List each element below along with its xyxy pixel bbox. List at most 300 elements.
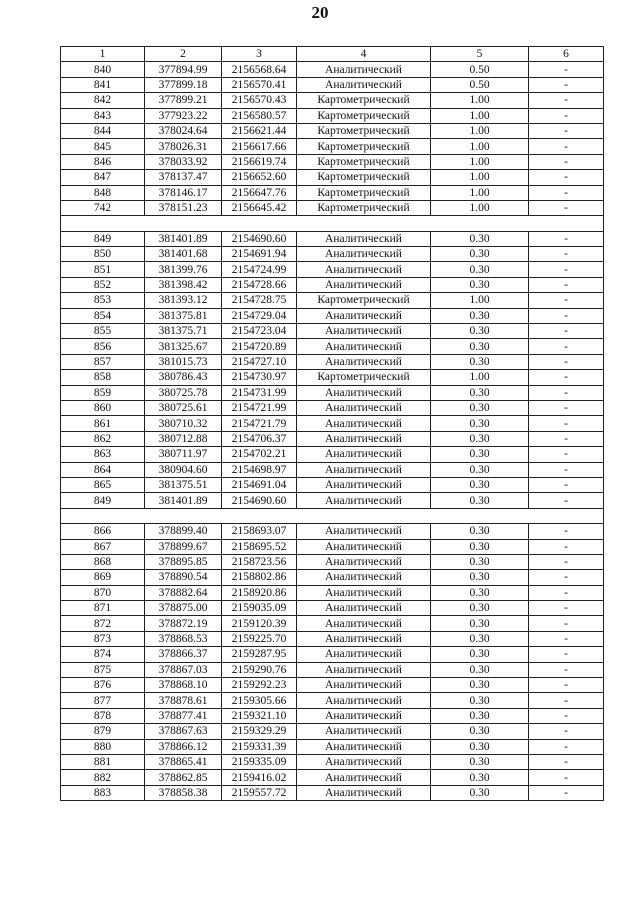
table-cell: 381401.89 [145, 231, 222, 246]
table-cell: 378137.47 [145, 170, 222, 185]
table-cell: - [529, 370, 604, 385]
column-header: 3 [222, 47, 297, 62]
table-row [61, 647, 604, 662]
table-cell: Аналитический [297, 247, 431, 262]
table-cell: 1.00 [431, 139, 529, 154]
table-cell: 0.30 [431, 416, 529, 431]
table-cell: 380712.88 [145, 431, 222, 446]
table-cell: 2156621.44 [222, 123, 297, 138]
table-cell: 861 [61, 416, 145, 431]
table-row [61, 277, 604, 292]
table-row [61, 693, 604, 708]
table-cell: 883 [61, 785, 145, 800]
table-cell: 2154721.79 [222, 416, 297, 431]
table-cell: 2159331.39 [222, 739, 297, 754]
table-cell: 2158695.52 [222, 539, 297, 554]
table-cell: 880 [61, 739, 145, 754]
table-cell: Аналитический [297, 62, 431, 77]
table-cell: 2154723.04 [222, 324, 297, 339]
table-cell: 0.30 [431, 400, 529, 415]
table-cell: - [529, 339, 604, 354]
table-cell: 2154728.66 [222, 277, 297, 292]
table-cell: 2159557.72 [222, 785, 297, 800]
table-cell: 2154728.75 [222, 293, 297, 308]
table-cell: 2158693.07 [222, 524, 297, 539]
table-cell: 2156570.43 [222, 93, 297, 108]
table-cell: Аналитический [297, 678, 431, 693]
table-row [61, 339, 604, 354]
table-cell: - [529, 324, 604, 339]
table-cell: 2159329.29 [222, 724, 297, 739]
table-cell: 2159225.70 [222, 631, 297, 646]
table-cell: - [529, 678, 604, 693]
table-cell: 1.00 [431, 123, 529, 138]
coordinates-table [60, 46, 604, 801]
column-header: 6 [529, 47, 604, 62]
page-number: 20 [311, 3, 329, 22]
table-cell: 378867.03 [145, 662, 222, 677]
table-cell: - [529, 123, 604, 138]
table-cell: - [529, 662, 604, 677]
table-cell: 2159321.10 [222, 708, 297, 723]
table-cell: 2158920.86 [222, 585, 297, 600]
table-cell: - [529, 447, 604, 462]
table-cell: Аналитический [297, 585, 431, 600]
table-row [61, 139, 604, 154]
table-cell: 2154698.97 [222, 462, 297, 477]
table-cell: 849 [61, 231, 145, 246]
table-cell: 377923.22 [145, 108, 222, 123]
table-cell: 380711.97 [145, 447, 222, 462]
table-cell: Аналитический [297, 277, 431, 292]
table-cell: 0.30 [431, 277, 529, 292]
table-cell: - [529, 570, 604, 585]
table-separator-row [61, 216, 604, 231]
table-cell: 852 [61, 277, 145, 292]
table-cell: 858 [61, 370, 145, 385]
table-cell: Аналитический [297, 754, 431, 769]
table-cell: Аналитический [297, 662, 431, 677]
table-cell: 850 [61, 247, 145, 262]
table-cell: Аналитический [297, 462, 431, 477]
table-row [61, 678, 604, 693]
table-cell: - [529, 247, 604, 262]
table-row [61, 739, 604, 754]
table-cell: Картометрический [297, 108, 431, 123]
table-cell: 0.30 [431, 616, 529, 631]
table-cell: 2156647.76 [222, 185, 297, 200]
table-cell: - [529, 724, 604, 739]
table-cell: 842 [61, 93, 145, 108]
table-cell: - [529, 108, 604, 123]
table-cell: 381399.76 [145, 262, 222, 277]
table-cell: 855 [61, 324, 145, 339]
table-cell: 2154727.10 [222, 354, 297, 369]
table-cell: - [529, 93, 604, 108]
table-cell: Аналитический [297, 431, 431, 446]
table-cell: - [529, 200, 604, 215]
table-row [61, 123, 604, 138]
table-cell: - [529, 739, 604, 754]
table-cell: 2154691.04 [222, 477, 297, 492]
table-cell: - [529, 585, 604, 600]
table-cell: 860 [61, 400, 145, 415]
table-cell: 2159305.66 [222, 693, 297, 708]
table-cell: Аналитический [297, 770, 431, 785]
table-cell: - [529, 524, 604, 539]
table-cell: 378151.23 [145, 200, 222, 215]
table-cell: 378875.00 [145, 601, 222, 616]
table-cell: 378882.64 [145, 585, 222, 600]
table-cell: 0.30 [431, 770, 529, 785]
table-cell: 2154731.99 [222, 385, 297, 400]
table-cell: 866 [61, 524, 145, 539]
table-cell: 377899.21 [145, 93, 222, 108]
table-row [61, 308, 604, 323]
table-cell: 847 [61, 170, 145, 185]
table-cell: - [529, 154, 604, 169]
table-cell: 0.30 [431, 262, 529, 277]
table-cell: Аналитический [297, 447, 431, 462]
table-row [61, 754, 604, 769]
table-cell: 0.30 [431, 247, 529, 262]
table-cell: - [529, 493, 604, 508]
table-cell: 2159120.39 [222, 616, 297, 631]
table-cell: 378858.38 [145, 785, 222, 800]
table-cell: 378033.92 [145, 154, 222, 169]
table-cell: 868 [61, 554, 145, 569]
table-cell: Аналитический [297, 601, 431, 616]
table-cell: Картометрический [297, 93, 431, 108]
table-cell: 0.30 [431, 739, 529, 754]
table-cell: 0.30 [431, 477, 529, 492]
table-cell: 2156619.74 [222, 154, 297, 169]
table-row [61, 247, 604, 262]
table-cell: 865 [61, 477, 145, 492]
table-cell: 378890.54 [145, 570, 222, 585]
table-cell: 875 [61, 662, 145, 677]
column-header: 2 [145, 47, 222, 62]
table-cell: 378026.31 [145, 139, 222, 154]
table-cell: 2159290.76 [222, 662, 297, 677]
table-cell: 0.50 [431, 77, 529, 92]
table-cell: 381401.68 [145, 247, 222, 262]
table-cell: 882 [61, 770, 145, 785]
table-body [61, 62, 604, 801]
table-cell: 378878.61 [145, 693, 222, 708]
table-cell: Аналитический [297, 554, 431, 569]
table-cell: Аналитический [297, 616, 431, 631]
table-cell: 2159335.09 [222, 754, 297, 769]
table-cell: 846 [61, 154, 145, 169]
table-cell: - [529, 277, 604, 292]
table-cell: 841 [61, 77, 145, 92]
table-cell: 2158802.86 [222, 570, 297, 585]
table-row [61, 708, 604, 723]
table-cell: 377899.18 [145, 77, 222, 92]
table-cell: 1.00 [431, 185, 529, 200]
table-cell: 0.30 [431, 385, 529, 400]
table-cell: 378899.67 [145, 539, 222, 554]
table-cell: Картометрический [297, 293, 431, 308]
table-cell: 870 [61, 585, 145, 600]
table-row [61, 631, 604, 646]
table-cell: 380786.43 [145, 370, 222, 385]
table-cell: 378899.40 [145, 524, 222, 539]
table-row [61, 185, 604, 200]
table-cell: Аналитический [297, 354, 431, 369]
table-cell: 0.30 [431, 324, 529, 339]
table-cell: 1.00 [431, 200, 529, 215]
table-cell: 849 [61, 493, 145, 508]
table-cell: 0.30 [431, 308, 529, 323]
table-row [61, 77, 604, 92]
table-cell: - [529, 708, 604, 723]
table-cell: - [529, 293, 604, 308]
table-row [61, 462, 604, 477]
table-cell: 2154690.60 [222, 493, 297, 508]
column-header: 5 [431, 47, 529, 62]
table-row [61, 370, 604, 385]
table-cell: 2154702.21 [222, 447, 297, 462]
table-cell: 1.00 [431, 370, 529, 385]
table-cell: 0.30 [431, 493, 529, 508]
table-row [61, 785, 604, 800]
table-cell: 2156570.41 [222, 77, 297, 92]
table-cell: 873 [61, 631, 145, 646]
table-cell: - [529, 354, 604, 369]
table-cell: 378868.10 [145, 678, 222, 693]
table-cell: 0.30 [431, 647, 529, 662]
table-cell: 378895.85 [145, 554, 222, 569]
table-cell: 864 [61, 462, 145, 477]
table-row [61, 585, 604, 600]
table-cell: 879 [61, 724, 145, 739]
table-cell: 2156645.42 [222, 200, 297, 215]
table-cell: 840 [61, 62, 145, 77]
table-cell: 378862.85 [145, 770, 222, 785]
table-cell: 0.50 [431, 62, 529, 77]
table-cell: - [529, 385, 604, 400]
table-cell: 0.30 [431, 662, 529, 677]
table-cell: - [529, 139, 604, 154]
table-cell: Аналитический [297, 385, 431, 400]
table-cell: 0.30 [431, 724, 529, 739]
table-cell: 2156617.66 [222, 139, 297, 154]
table-cell: 0.30 [431, 554, 529, 569]
table-cell: 874 [61, 647, 145, 662]
table-cell: 2154690.60 [222, 231, 297, 246]
table-cell: Картометрический [297, 154, 431, 169]
table-cell: 742 [61, 200, 145, 215]
table-cell: - [529, 62, 604, 77]
table-cell: 380904.60 [145, 462, 222, 477]
table-cell: - [529, 185, 604, 200]
table-cell: 0.30 [431, 631, 529, 646]
table-cell: 1.00 [431, 154, 529, 169]
table-cell: 876 [61, 678, 145, 693]
table-row [61, 601, 604, 616]
table-cell: 2156652.60 [222, 170, 297, 185]
table-cell: 848 [61, 185, 145, 200]
table-row [61, 447, 604, 462]
table-cell: 859 [61, 385, 145, 400]
table-cell: 381015.73 [145, 354, 222, 369]
table-cell: - [529, 462, 604, 477]
table-cell: 2159287.95 [222, 647, 297, 662]
table-cell: 2158723.56 [222, 554, 297, 569]
table-cell: 851 [61, 262, 145, 277]
table-row [61, 724, 604, 739]
table-cell: 0.30 [431, 693, 529, 708]
column-header: 1 [61, 47, 145, 62]
table-row [61, 431, 604, 446]
table-cell: Аналитический [297, 631, 431, 646]
table-cell: Картометрический [297, 370, 431, 385]
table-cell: 380725.78 [145, 385, 222, 400]
table-cell: Аналитический [297, 647, 431, 662]
table-cell: 381398.42 [145, 277, 222, 292]
table-cell: 381375.71 [145, 324, 222, 339]
table-row [61, 93, 604, 108]
table-cell: 857 [61, 354, 145, 369]
table-cell: 2154706.37 [222, 431, 297, 446]
column-header: 4 [297, 47, 431, 62]
table-cell: Аналитический [297, 785, 431, 800]
table-row [61, 200, 604, 215]
table-cell: 381375.81 [145, 308, 222, 323]
table-row [61, 385, 604, 400]
table-cell: 845 [61, 139, 145, 154]
table-cell: 381401.89 [145, 493, 222, 508]
table-cell: 2154720.89 [222, 339, 297, 354]
table-cell: 378872.19 [145, 616, 222, 631]
table-row [61, 108, 604, 123]
table-cell: 854 [61, 308, 145, 323]
table-cell: 0.30 [431, 462, 529, 477]
table-cell: Аналитический [297, 570, 431, 585]
table-cell: 2156580.57 [222, 108, 297, 123]
table-cell: Аналитический [297, 524, 431, 539]
table-row [61, 554, 604, 569]
table-cell: Картометрический [297, 170, 431, 185]
table-cell: 377894.99 [145, 62, 222, 77]
table-cell: 844 [61, 123, 145, 138]
table-cell: - [529, 554, 604, 569]
table-row [61, 62, 604, 77]
table-cell: Картометрический [297, 185, 431, 200]
table-cell: - [529, 77, 604, 92]
table-cell: 853 [61, 293, 145, 308]
table-cell: - [529, 631, 604, 646]
table-cell: 0.30 [431, 601, 529, 616]
table-cell: 2159292.23 [222, 678, 297, 693]
table-cell: 0.30 [431, 354, 529, 369]
table-cell: 2154729.04 [222, 308, 297, 323]
table-cell: 378865.41 [145, 754, 222, 769]
table-cell: 378866.37 [145, 647, 222, 662]
table-cell: 381375.51 [145, 477, 222, 492]
table-cell: 0.30 [431, 678, 529, 693]
table-row [61, 262, 604, 277]
table-row [61, 400, 604, 415]
table-row [61, 524, 604, 539]
table-cell: 1.00 [431, 170, 529, 185]
table-cell: 872 [61, 616, 145, 631]
separator-cell [61, 508, 604, 523]
table-cell: 867 [61, 539, 145, 554]
table-cell: Аналитический [297, 493, 431, 508]
table-cell: 0.30 [431, 339, 529, 354]
table-cell: 0.30 [431, 539, 529, 554]
table-cell: - [529, 754, 604, 769]
table-cell: 2154724.99 [222, 262, 297, 277]
table-cell: 378867.63 [145, 724, 222, 739]
table-cell: Аналитический [297, 416, 431, 431]
table-cell: 378868.53 [145, 631, 222, 646]
table-row [61, 770, 604, 785]
table-cell: 1.00 [431, 93, 529, 108]
table-separator-row [61, 508, 604, 523]
table-cell: 878 [61, 708, 145, 723]
separator-cell [61, 216, 604, 231]
table-cell: - [529, 477, 604, 492]
table-row [61, 570, 604, 585]
table-cell: 380725.61 [145, 400, 222, 415]
table-cell: Аналитический [297, 724, 431, 739]
table-cell: 1.00 [431, 293, 529, 308]
table-cell: 881 [61, 754, 145, 769]
table-row [61, 324, 604, 339]
table-row [61, 539, 604, 554]
table-cell: Аналитический [297, 262, 431, 277]
table-cell: 0.30 [431, 708, 529, 723]
table-cell: 0.30 [431, 524, 529, 539]
table-cell: 2159416.02 [222, 770, 297, 785]
table-cell: 378146.17 [145, 185, 222, 200]
table-row [61, 154, 604, 169]
table-cell: Аналитический [297, 693, 431, 708]
table-row [61, 616, 604, 631]
table-cell: Аналитический [297, 77, 431, 92]
table-cell: 877 [61, 693, 145, 708]
table-cell: Аналитический [297, 339, 431, 354]
table-row [61, 477, 604, 492]
table-cell: - [529, 770, 604, 785]
table-cell: - [529, 647, 604, 662]
table-cell: 0.30 [431, 447, 529, 462]
table-cell: 856 [61, 339, 145, 354]
table-cell: 0.30 [431, 431, 529, 446]
table-cell: 381393.12 [145, 293, 222, 308]
table-cell: 871 [61, 601, 145, 616]
table-cell: 378024.64 [145, 123, 222, 138]
table-cell: 2159035.09 [222, 601, 297, 616]
table-cell: - [529, 693, 604, 708]
table-row [61, 493, 604, 508]
table-cell: Аналитический [297, 539, 431, 554]
table-cell: 1.00 [431, 108, 529, 123]
table-cell: Картометрический [297, 139, 431, 154]
table-row [61, 231, 604, 246]
table-cell: Аналитический [297, 308, 431, 323]
table-cell: - [529, 262, 604, 277]
table-row [61, 416, 604, 431]
table-cell: 863 [61, 447, 145, 462]
table-cell: Картометрический [297, 200, 431, 215]
table-cell: 2154721.99 [222, 400, 297, 415]
table-cell: 862 [61, 431, 145, 446]
